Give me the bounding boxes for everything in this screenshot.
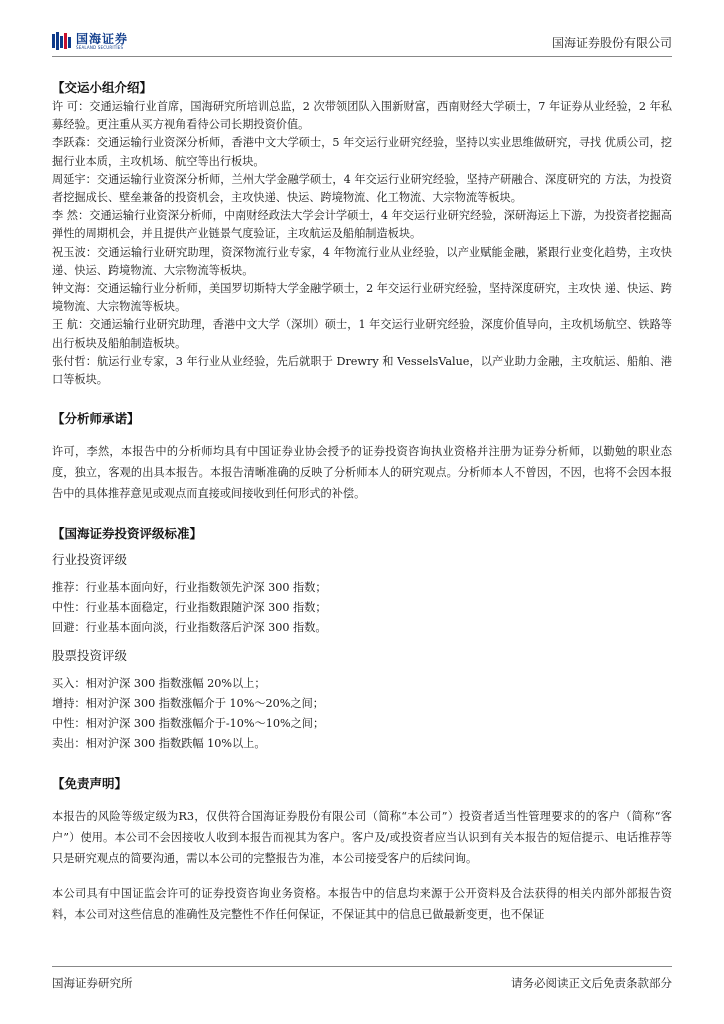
rating-section	[52, 524, 672, 754]
industry-rating-heading: 行业投资评级	[52, 552, 128, 568]
team-member-bio: 许 可：交通运输行业首席，国海研究所培训总监，2 次带领团队入围新财富，西南财经大学硕士，7 年证券从业经验，2 年私募经验。更注重从买方视角看待公司长期投资价值。	[52, 100, 672, 132]
team-member-bio: 李 然：交通运输行业资深分析师，中南财经政法大学会计学硕士，4 年交运行业研究经验，深研海运上下游，为投资者挖掘高弹性的周期机会，并且提供产业链景气度验证，主攻航运及船舶制造板块。	[52, 209, 672, 241]
stock-rating-item: 中性：相对沪深 300 指数涨幅介于-10%～10%之间；	[52, 717, 325, 731]
team-member-bio: 王 航：交通运输行业研究助理，香港中文大学（深圳）硕士，1 年交运行业研究经验，深度价值导向，主攻机场航空、铁路等出行板块及船舶制造板块。	[52, 318, 672, 350]
rating-section-title: 【国海证券投资评级标准】	[52, 526, 203, 542]
stock-rating-heading: 股票投资评级	[52, 648, 128, 664]
stock-rating-item: 买入：相对沪深 300 指数涨幅 20%以上；	[52, 677, 266, 691]
industry-rating-item: 推荐：行业基本面向好，行业指数领先沪深 300 指数；	[52, 581, 327, 595]
logo-name-cn: 国海证券	[76, 31, 129, 46]
team-section-title: 【交运小组介绍】	[52, 80, 153, 95]
stock-rating-item: 卖出：相对沪深 300 指数跌幅 10%以上。	[52, 737, 266, 751]
team-member-bio: 张付哲：航运行业专家，3 年行业从业经验，先后就职于 Drewry 和 VesselsValue，以产业助力金融，主攻航运、船舶、港口等板块。	[52, 354, 672, 387]
page-header	[52, 30, 672, 54]
footer-notice: 请务必阅读正文后免责条款部分	[511, 976, 672, 990]
disclaimer-section	[52, 774, 672, 925]
logo-name-en: SEALAND SECURITIES	[76, 44, 124, 50]
header-divider	[52, 56, 672, 57]
commitment-section	[52, 409, 672, 504]
team-section	[52, 78, 672, 389]
page-content	[52, 78, 672, 925]
team-member-bio: 祝玉波：交通运输行业研究助理，资深物流行业专家，4 年物流行业从业经验，以产业赋能金融，紧跟行业变化趋势，主攻快递、快运、跨境物流、大宗物流等板块。	[52, 245, 672, 277]
disclaimer-section-title: 【免责声明】	[52, 776, 128, 792]
industry-rating-item: 回避：行业基本面向淡，行业指数落后沪深 300 指数。	[52, 621, 327, 635]
company-logo	[52, 32, 128, 50]
disclaimer-paragraph: 本公司具有中国证监会许可的证券投资咨询业务资格。本报告中的信息均来源于公开资料及合法获得的相关内部外部报告资料，本公司对这些信息的准确性及完整性不作任何保证，不保证其中的信息已做最新变更，也不保证	[52, 887, 672, 922]
stock-rating-item: 增持：相对沪深 300 指数涨幅介于 10%～20%之间；	[52, 697, 324, 711]
commitment-section-title: 【分析师承诺】	[52, 411, 140, 427]
sealand-logo-icon	[52, 32, 72, 50]
team-member-bio: 周延宇：交通运输行业资深分析师，兰州大学金融学硕士，4 年交运行业研究经验，坚持产研融合、深度研究的 方法，为投资者挖掘成长、壁垒兼备的投资机会，主攻快递、快运、跨境物流、化工物流、大宗物流等板块。	[52, 172, 672, 205]
footer-divider	[52, 966, 672, 967]
header-company-name: 国海证券股份有限公司	[551, 36, 672, 50]
team-member-bio: 李跃森：交通运输行业资深分析师，香港中文大学硕士，5 年交运行业研究经验，坚持以实业思维做研究，寻找 优质公司，挖掘行业本质，主攻机场、航空等出行板块。	[52, 136, 672, 168]
footer-institute: 国海证券研究所	[52, 976, 133, 990]
disclaimer-paragraph: 本报告的风险等级定级为R3，仅供符合国海证券股份有限公司（简称“本公司”）投资者适当性管理要求的的客户（简称“客户”）使用。本公司不会因接收人收到本报告而视其为客户。客户及/或投资者应当认识到有关本报告的短信提示、电话推荐等只是研究观点的简要沟通，需以本公司的完整报告为准，本公司接受客户的后续问询。	[52, 810, 672, 866]
team-member-bio: 钟文海：交通运输行业分析师，美国罗切斯特大学金融学硕士，2 年交运行业研究经验，坚持深度研究，主攻快 递、快运、跨境物流、大宗物流等板块。	[52, 282, 672, 314]
industry-rating-item: 中性：行业基本面稳定，行业指数跟随沪深 300 指数；	[52, 601, 327, 615]
commitment-text: 许可，李然，本报告中的分析师均具有中国证券业协会授予的证券投资咨询执业资格并注册为证券分析师，以勤勉的职业态度，独立，客观的出具本报告。本报告清晰准确的反映了分析师本人的研究观点。分析师本人不曾因，不因，也将不会因本报告中的具体推荐意见或观点而直接或间接收到任何形式的补偿。	[52, 445, 672, 501]
